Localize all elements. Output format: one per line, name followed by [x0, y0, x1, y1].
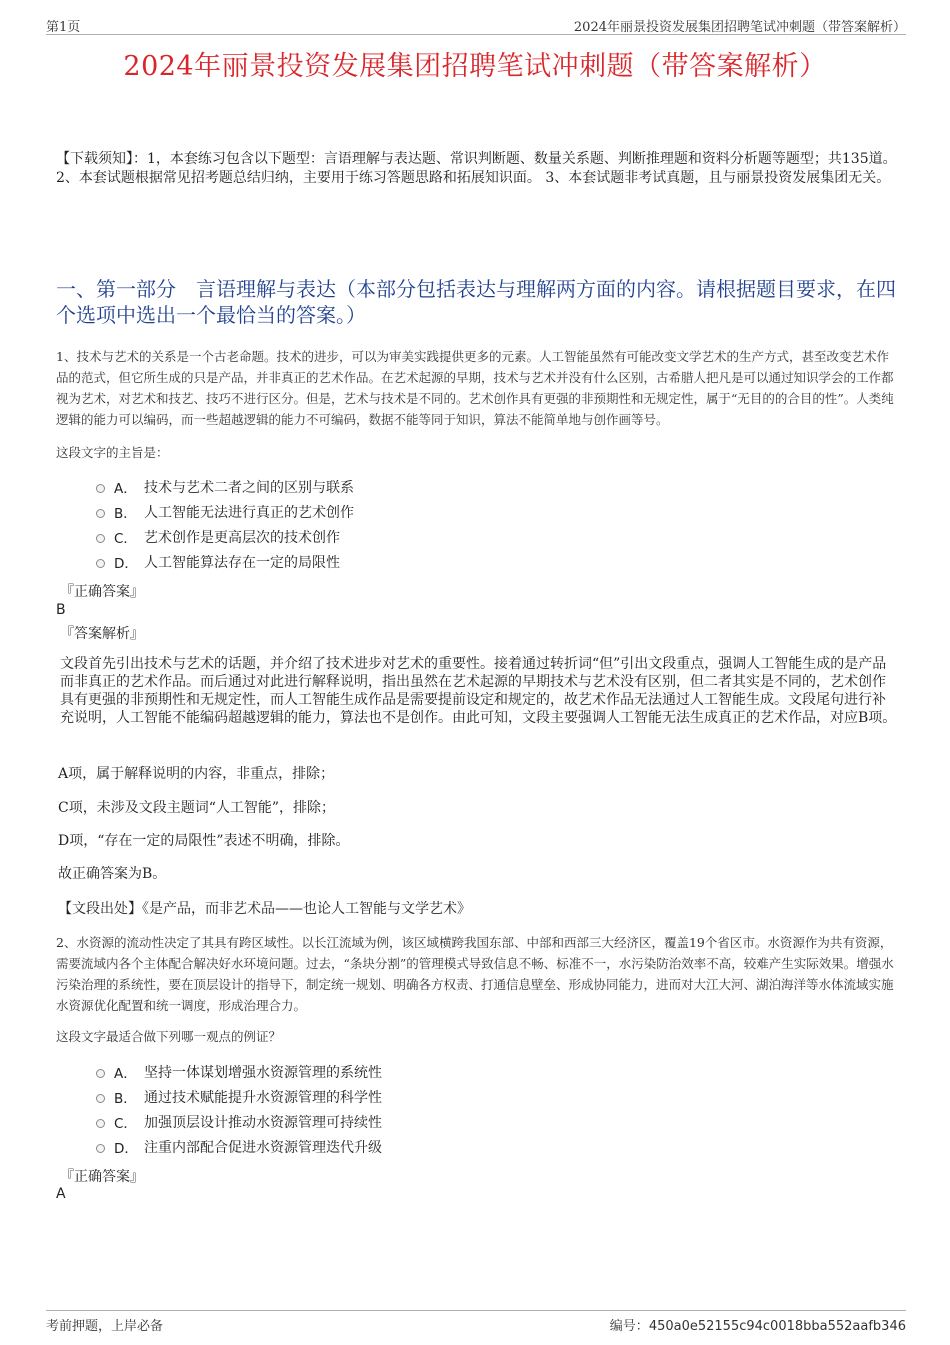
section-heading: 一、第一部分 言语理解与表达（本部分包括表达与理解两方面的内容。请根据题目要求，在四个选项中选出一个最恰当的答案。）	[56, 277, 896, 327]
option-letter: B．	[114, 1090, 137, 1107]
question-1-option-d[interactable]	[96, 549, 354, 574]
option-letter: A．	[114, 1065, 137, 1082]
analysis-point-a: A项，属于解释说明的内容，非重点，排除；	[58, 766, 335, 782]
radio-icon[interactable]	[96, 1094, 105, 1103]
option-letter: D．	[114, 555, 138, 572]
option-text: 人工智能无法进行真正的艺术创作	[144, 504, 354, 521]
analysis-point-d: D项，“存在一定的局限性”表述不明确，排除。	[58, 833, 350, 849]
question-1-source: 【文段出处】《是产品，而非艺术品——也论人工智能与文学艺术》	[58, 901, 471, 917]
radio-icon[interactable]	[96, 534, 105, 543]
option-text: 艺术创作是更高层次的技术创作	[144, 529, 340, 546]
download-notice: 【下载须知】：1，本套练习包含以下题型：言语理解与表达题、常识判断题、数量关系题、判断推理题和资料分析题等题型；共135道。 2、本套试题根据常见招考题总结归纳，主要用于练习答题思路和拓展知识面。 3、本套试题非考试真题，且与丽景投资发展集团无关。	[56, 151, 897, 186]
question-1-analysis-label: 『答案解析』	[60, 626, 144, 642]
question-1-answer-label: 『正确答案』	[60, 584, 144, 600]
option-text: 坚持一体谋划增强水资源管理的系统性	[144, 1064, 382, 1081]
radio-icon[interactable]	[96, 1069, 105, 1078]
question-2-answer-label: 『正确答案』	[60, 1169, 144, 1185]
question-1-option-b[interactable]	[96, 499, 354, 524]
page-header	[46, 14, 906, 35]
analysis-conclusion: 故正确答案为B。	[58, 866, 167, 882]
radio-icon[interactable]	[96, 509, 105, 518]
question-2-option-b[interactable]	[96, 1084, 382, 1109]
question-1-stem: 1、技术与艺术的关系是一个古老命题。技术的进步，可以为审美实践提供更多的元素。人工智能虽然有可能改变文学艺术的生产方式，甚至改变艺术作品的范式，但它所生成的只是产品，并非真正的艺术作品。在艺术起源的早期，技术与艺术并没有什么区别，古希腊人把凡是可以通过知识学会的工作都视为艺术，对艺术和技艺、技巧不进行区分。但是，艺术与技术是不同的。艺术创作具有更强的非预期性和无规定性，属于“无目的的合目的性”。人类纯逻辑的能力可以编码，而一些超越逻辑的能力不可编码，数据不能等同于知识，算法不能简单地与创作画等号。	[56, 349, 894, 427]
radio-icon[interactable]	[96, 484, 105, 493]
question-2-option-d[interactable]	[96, 1134, 382, 1159]
header-doc-title: 2024年丽景投资发展集团招聘笔试冲刺题（带答案解析）	[573, 20, 906, 35]
question-2-stem: 2、水资源的流动性决定了其具有跨区域性。以长江流域为例，该区域横跨我国东部、中部和西部三大经济区，覆盖19个省区市。水资源作为共有资源，需要流域内各个主体配合解决好水环境问题。过去，“条块分割”的管理模式导致信息不畅、标准不一，水污染防治效率不高，较难产生实际效果。增强水污染治理的系统性，要在顶层设计的指导下，制定统一规划、明确各方权责、打通信息壁垒、形成协同能力，进而对大江大河、湖泊海洋等水体流域实施水资源优化配置和统一调度，形成治理合力。	[56, 935, 894, 1013]
question-2-option-c[interactable]	[96, 1109, 382, 1134]
footer-code-label: 编号：	[609, 1319, 649, 1334]
footer-code	[610, 1315, 906, 1334]
option-text: 人工智能算法存在一定的局限性	[144, 554, 340, 571]
question-1-prompt: 这段文字的主旨是：	[56, 445, 169, 460]
question-2-prompt: 这段文字最适合做下列哪一观点的例证？	[56, 1029, 282, 1044]
page-footer	[46, 1310, 906, 1333]
footer-slogan: 考前押题，上岸必备	[46, 1319, 164, 1334]
option-letter: C．	[114, 530, 137, 547]
option-letter: C．	[114, 1115, 137, 1132]
analysis-point-c: C项，未涉及文段主题词“人工智能”，排除；	[58, 800, 336, 816]
question-1-options	[96, 474, 354, 574]
option-letter: B．	[114, 505, 137, 522]
document-title: 2024年丽景投资发展集团招聘笔试冲刺题（带答案解析）	[123, 51, 827, 82]
option-letter: D．	[114, 1140, 138, 1157]
question-1-analysis: 文段首先引出技术与艺术的话题，并介绍了技术进步对艺术的重要性。接着通过转折词“但”引出文段重点，强调人工智能生成的是产品而非真正的艺术作品。而后通过对此进行解释说明，指出虽然在艺术起源的早期技术与艺术没有区别，但二者其实是不同的，艺术创作具有更强的非预期性和无规定性，而人工智能生成作品是需要提前设定和规定的，故艺术作品无法通过人工智能生成。文段尾句进行补充说明，人工智能不能编码超越逻辑的能力，算法也不是创作。由此可知，文段主要强调人工智能无法生成真正的艺术作品，对应B项。	[60, 656, 897, 726]
radio-icon[interactable]	[96, 1144, 105, 1153]
option-letter: A．	[114, 480, 137, 497]
question-1-option-c[interactable]	[96, 524, 354, 549]
question-1-option-a[interactable]	[96, 474, 354, 499]
radio-icon[interactable]	[96, 559, 105, 568]
option-text: 技术与艺术二者之间的区别与联系	[144, 479, 354, 496]
page-number: 第1页	[46, 20, 81, 35]
question-2-option-a[interactable]	[96, 1059, 382, 1084]
option-text: 通过技术赋能提升水资源管理的科学性	[144, 1089, 382, 1106]
footer-code-value: 450a0e52155c94c0018bba552aafb346	[648, 1319, 906, 1334]
option-text: 注重内部配合促进水资源管理迭代升级	[144, 1139, 382, 1156]
question-2-options	[96, 1059, 382, 1159]
radio-icon[interactable]	[96, 1119, 105, 1128]
question-2-answer: A	[56, 1186, 66, 1202]
option-text: 加强顶层设计推动水资源管理可持续性	[144, 1114, 382, 1131]
question-1-answer: B	[56, 602, 66, 618]
